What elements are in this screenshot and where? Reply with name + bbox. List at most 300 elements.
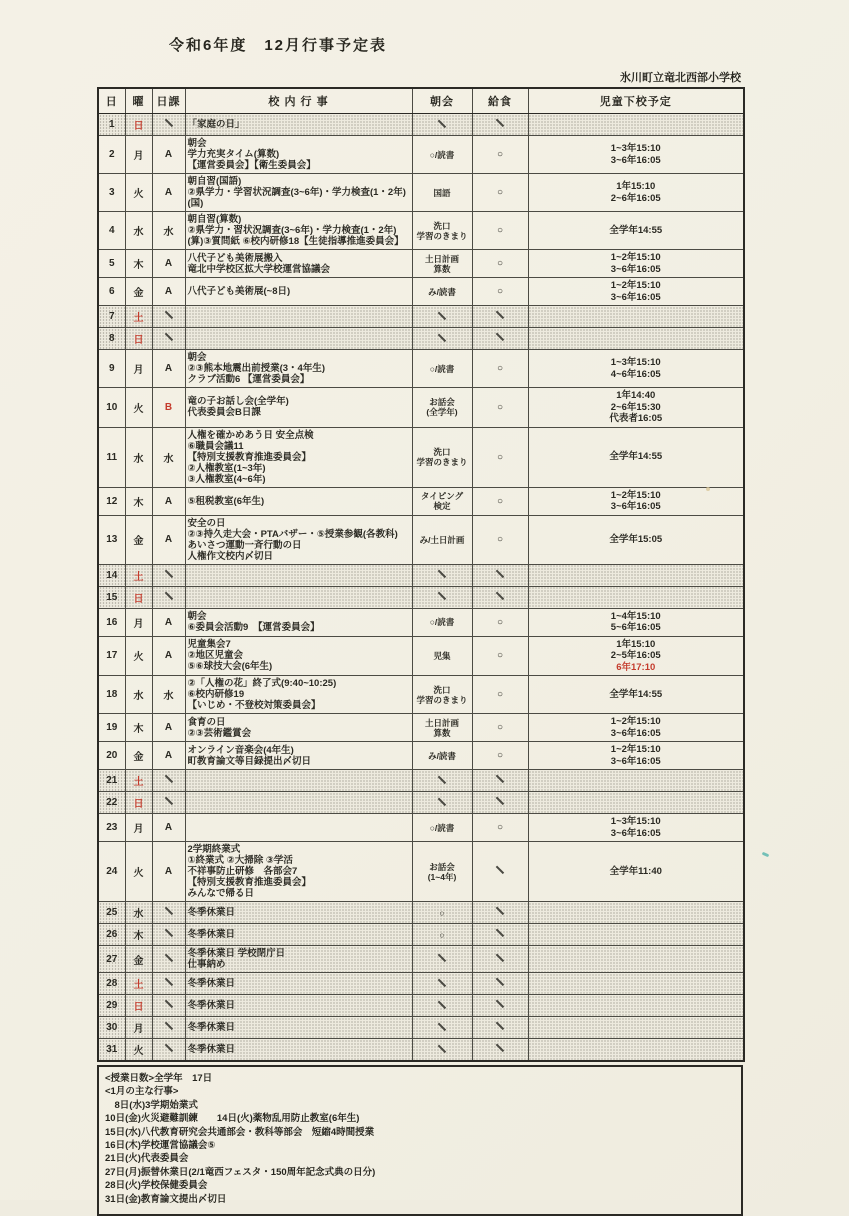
events-cell <box>185 1039 412 1062</box>
weekday-cell: 火 <box>125 1039 152 1062</box>
lunch-cell: ○ <box>472 814 528 842</box>
note-line: 28日(火)学校保健委員会 <box>105 1180 208 1192</box>
slash-mark <box>496 953 504 961</box>
lunch-cell: ○ <box>472 515 528 564</box>
schedule-code-cell <box>152 328 185 350</box>
table-row <box>98 212 744 250</box>
lunch-cell: ○ <box>472 742 528 770</box>
schedule-code-cell: A <box>152 487 185 515</box>
lunch-line <box>475 795 526 810</box>
events-cell <box>185 946 412 973</box>
schedule-code-line <box>155 976 183 991</box>
table-row <box>98 676 744 714</box>
morning-line: 学習のきまり <box>416 230 468 241</box>
table-header-cell: 日課 <box>152 88 185 114</box>
lunch-cell: ○ <box>472 676 528 714</box>
event-line: 人権を確かめあう日 安全点検 <box>187 429 314 441</box>
events-cell <box>185 792 412 814</box>
dismissal-line: 2~5年16:05 <box>610 650 661 661</box>
event-line: ②「人権の花」終了式(9:40~10:25) <box>187 678 337 689</box>
dismissal-cell <box>528 842 744 902</box>
dismissal-line: 1~2年15:10 <box>610 744 661 755</box>
dismissal-cell <box>528 586 744 608</box>
morning-assembly-cell <box>412 814 472 842</box>
event-line: 冬季休業日 <box>187 907 236 918</box>
schedule-code-line <box>155 590 183 605</box>
morning-assembly-cell <box>412 902 472 924</box>
morning-line <box>415 118 470 132</box>
lunch-cell: ○ <box>472 427 528 487</box>
dismissal-cell <box>528 924 744 946</box>
table-row <box>98 995 744 1017</box>
table-row <box>98 350 744 388</box>
scan-speck <box>706 487 710 491</box>
lunch-cell <box>472 564 528 586</box>
schedule-code-line <box>155 1042 183 1057</box>
schedule-code-cell: A <box>152 814 185 842</box>
event-line: 八代子ども美術展搬入 <box>187 252 283 264</box>
note-line: 16日(木)学校運営協議会⑤ <box>105 1140 216 1152</box>
weekday-cell: 土 <box>125 564 152 586</box>
table-row <box>98 586 744 608</box>
morning-assembly-cell <box>412 608 472 636</box>
lunch-line <box>475 998 526 1013</box>
schedule-code-cell: A <box>152 350 185 388</box>
dismissal-line: 1~2年15:10 <box>610 489 661 501</box>
day-cell: 27 <box>98 946 125 973</box>
morning-assembly-cell <box>412 1039 472 1062</box>
table-header-cell: 日 <box>98 88 125 114</box>
event-line: クラブ活動6 【運営委員会】 <box>187 374 310 385</box>
dismissal-cell <box>528 714 744 742</box>
morning-line <box>415 774 470 788</box>
morning-assembly-cell <box>412 792 472 814</box>
weekday-cell: 木 <box>125 924 152 946</box>
dismissal-cell <box>528 350 744 388</box>
lunch-cell <box>472 995 528 1017</box>
events-cell <box>185 136 412 174</box>
schedule-code-line <box>155 998 183 1013</box>
morning-assembly-cell <box>412 714 472 742</box>
table-row <box>98 306 744 328</box>
day-cell: 1 <box>98 114 125 136</box>
lunch-cell: ○ <box>472 174 528 212</box>
lunch-line <box>475 976 526 991</box>
event-line: 仕事納め <box>187 959 226 970</box>
slash-mark <box>496 797 504 805</box>
morning-line <box>415 977 470 991</box>
morning-assembly-cell <box>412 114 472 136</box>
schedule-code-cell: 水 <box>152 427 185 487</box>
schedule-code-line <box>155 309 183 324</box>
weekday-cell: 月 <box>125 350 152 388</box>
event-line: ⑥委員会活動9 【運営委員会】 <box>187 622 320 633</box>
table-row <box>98 714 744 742</box>
event-line: 冬季休業日 <box>187 978 236 989</box>
slash-mark <box>164 978 172 986</box>
morning-assembly-cell <box>412 946 472 973</box>
dismissal-line: 6年17:10 <box>616 661 656 673</box>
lunch-line <box>475 927 526 942</box>
table-row <box>98 902 744 924</box>
schedule-code-cell: 水 <box>152 212 185 250</box>
table-header <box>98 88 744 114</box>
dismissal-cell <box>528 814 744 842</box>
schedule-code-cell <box>152 1039 185 1062</box>
dismissal-line: 1~2年15:10 <box>610 252 661 263</box>
day-cell: 29 <box>98 995 125 1017</box>
schedule-code-line <box>155 773 183 788</box>
dismissal-cell <box>528 742 744 770</box>
table-row <box>98 515 744 564</box>
schedule-code-line <box>155 331 183 346</box>
event-line: ②県学力・学習状況調査(3~6年)・学力検査(1・2年)(国) <box>187 187 406 209</box>
event-line: 冬季休業日 学校閉庁日 <box>187 948 286 959</box>
dismissal-line: 4~6年16:05 <box>610 368 661 380</box>
dismissal-cell <box>528 328 744 350</box>
day-cell: 15 <box>98 586 125 608</box>
table-header-cell: 給食 <box>472 88 528 114</box>
dismissal-line: 3~6年16:05 <box>610 827 661 839</box>
morning-line: ○ <box>439 929 445 940</box>
weekday-cell: 金 <box>125 278 152 306</box>
event-line: 朝会 <box>187 352 207 363</box>
event-line: 2学期終業式 <box>187 844 241 855</box>
table-row <box>98 924 744 946</box>
slash-mark <box>438 333 446 341</box>
dismissal-line: 3~6年16:05 <box>610 727 661 739</box>
weekday-cell: 金 <box>125 946 152 973</box>
weekday-cell: 日 <box>125 995 152 1017</box>
day-cell: 23 <box>98 814 125 842</box>
morning-line: 土日計画 <box>424 253 459 264</box>
school-name: 氷川町立竜北西部小学校 <box>620 72 741 84</box>
day-cell: 25 <box>98 902 125 924</box>
lunch-line <box>475 331 526 346</box>
slash-mark <box>496 119 504 127</box>
dismissal-line: 5~6年16:05 <box>610 622 661 633</box>
morning-line: 土日計画 <box>424 717 459 728</box>
dismissal-cell <box>528 114 744 136</box>
slash-mark <box>438 797 446 805</box>
weekday-cell: 火 <box>125 636 152 676</box>
day-cell: 16 <box>98 608 125 636</box>
day-cell: 20 <box>98 742 125 770</box>
day-cell: 17 <box>98 636 125 676</box>
slash-mark <box>438 1000 446 1008</box>
morning-assembly-cell <box>412 742 472 770</box>
dismissal-cell <box>528 306 744 328</box>
dismissal-line: 1年15:10 <box>616 638 656 650</box>
schedule-code-line <box>155 1020 183 1035</box>
morning-line: ○/読書 <box>429 617 455 627</box>
event-line: 冬季休業日 <box>187 1000 236 1011</box>
dismissal-cell <box>528 973 744 995</box>
morning-line: 算数 <box>433 727 451 738</box>
morning-line: 検定 <box>433 501 451 511</box>
dismissal-cell <box>528 564 744 586</box>
slash-mark <box>438 570 446 578</box>
table-header-cell: 曜 <box>125 88 152 114</box>
morning-line <box>415 952 470 966</box>
morning-line <box>415 1043 470 1057</box>
dismissal-line: 1年14:40 <box>616 390 656 401</box>
events-cell <box>185 328 412 350</box>
table-row <box>98 636 744 676</box>
morning-assembly-cell <box>412 306 472 328</box>
morning-assembly-cell <box>412 212 472 250</box>
table-row <box>98 328 744 350</box>
table-row <box>98 278 744 306</box>
dismissal-line: 3~6年16:05 <box>610 291 661 303</box>
dismissal-cell <box>528 946 744 973</box>
slash-mark <box>164 929 172 937</box>
event-line: 不祥事防止研修 各部会7 <box>187 866 298 877</box>
table-header-cell: 校 内 行 事 <box>185 88 412 114</box>
month-title: 令和6年度 12月行事予定表 <box>169 37 388 54</box>
morning-assembly-cell <box>412 350 472 388</box>
lunch-cell <box>472 328 528 350</box>
dismissal-line: 全学年14:55 <box>609 688 663 700</box>
lunch-cell <box>472 924 528 946</box>
slash-mark <box>438 311 446 319</box>
weekday-cell: 月 <box>125 1017 152 1039</box>
table-row <box>98 487 744 515</box>
lunch-line <box>475 1020 526 1035</box>
events-cell <box>185 1017 412 1039</box>
dismissal-cell <box>528 1039 744 1062</box>
lunch-cell <box>472 586 528 608</box>
morning-line <box>415 999 470 1013</box>
lunch-cell <box>472 114 528 136</box>
event-line: 児童集会7 <box>187 639 231 651</box>
schedule-code-line <box>155 568 183 583</box>
slash-mark <box>438 775 446 783</box>
dismissal-cell <box>528 136 744 174</box>
event-line: ②県学力・習状況調査(3~6年)・学力検査(1・2年)(算)③質問紙 ⑥校内研修18【生徒指導推進委員会】 <box>187 225 404 247</box>
morning-line: 洗口 <box>433 447 451 457</box>
table-header-row <box>98 88 744 114</box>
table-row <box>98 114 744 136</box>
table-row <box>98 946 744 973</box>
weekday-cell: 日 <box>125 328 152 350</box>
notes-box <box>97 1065 743 1216</box>
events-cell <box>185 250 412 278</box>
morning-line: ○/読書 <box>429 822 455 833</box>
morning-line <box>415 796 470 810</box>
table-row <box>98 427 744 487</box>
day-cell: 21 <box>98 770 125 792</box>
weekday-cell: 月 <box>125 136 152 174</box>
table-row <box>98 136 744 174</box>
schedule-code-cell <box>152 114 185 136</box>
morning-line: み/読書 <box>428 750 456 761</box>
morning-line: お話会 <box>429 861 455 872</box>
lunch-cell: ○ <box>472 636 528 676</box>
slash-mark <box>496 775 504 783</box>
lunch-cell: ○ <box>472 388 528 428</box>
event-line: 冬季休業日 <box>187 929 236 940</box>
weekday-cell: 金 <box>125 742 152 770</box>
schedule-code-line <box>155 905 183 920</box>
slash-mark <box>438 1044 446 1052</box>
dismissal-cell <box>528 174 744 212</box>
events-cell <box>185 174 412 212</box>
note-line: <授業日数>全学年 17日 <box>105 1073 213 1084</box>
morning-line: タイピング <box>420 491 464 501</box>
event-line: 朝自習(国語) <box>187 176 242 187</box>
lunch-cell <box>472 842 528 902</box>
slash-mark <box>496 1022 504 1030</box>
schedule-sheet <box>97 34 743 1216</box>
dismissal-cell <box>528 608 744 636</box>
event-line: 朝会 <box>187 611 207 622</box>
slash-mark <box>164 591 172 599</box>
event-line: 「家庭の日」 <box>187 119 245 130</box>
day-cell: 28 <box>98 973 125 995</box>
slash-mark <box>164 1044 172 1052</box>
note-line: 8日(水)3学期始業式 <box>105 1099 198 1111</box>
morning-line: み/土日計画 <box>419 534 465 545</box>
slash-mark <box>164 119 172 127</box>
day-cell: 8 <box>98 328 125 350</box>
morning-assembly-cell <box>412 676 472 714</box>
table-row <box>98 1017 744 1039</box>
event-line: 【特別支援教育推進委員会】 <box>187 877 312 888</box>
lunch-cell <box>472 792 528 814</box>
day-cell: 18 <box>98 676 125 714</box>
events-cell <box>185 842 412 902</box>
event-line: ②地区児童会 <box>187 650 244 662</box>
weekday-cell: 火 <box>125 842 152 902</box>
events-cell <box>185 714 412 742</box>
slash-mark <box>438 954 446 962</box>
events-cell <box>185 742 412 770</box>
weekday-cell: 木 <box>125 487 152 515</box>
dismissal-cell <box>528 278 744 306</box>
lunch-line <box>475 905 526 920</box>
events-cell <box>185 306 412 328</box>
slash-mark <box>496 569 504 577</box>
schedule-code-cell <box>152 1017 185 1039</box>
dismissal-line: 1~3年15:10 <box>610 357 661 368</box>
weekday-cell: 土 <box>125 973 152 995</box>
lunch-cell: ○ <box>472 250 528 278</box>
dismissal-line: 3~6年16:05 <box>610 263 661 275</box>
table-header-cell: 朝会 <box>412 88 472 114</box>
lunch-line <box>475 117 526 132</box>
event-line: 安全の日 <box>187 517 226 529</box>
lunch-line <box>475 952 526 967</box>
event-line: 朝会 <box>187 138 207 149</box>
note-line: 27日(月)振替休業日(2/1竜西フェスタ・150周年記念式典の日分) <box>105 1166 376 1178</box>
day-cell: 5 <box>98 250 125 278</box>
lunch-line <box>475 1042 526 1057</box>
schedule-code-cell <box>152 792 185 814</box>
events-cell <box>185 770 412 792</box>
table-row <box>98 250 744 278</box>
morning-line: 児集 <box>433 650 451 661</box>
schedule-code-cell <box>152 770 185 792</box>
day-cell: 4 <box>98 212 125 250</box>
slash-mark <box>164 907 172 915</box>
morning-line <box>415 1021 470 1035</box>
event-line: ②人権教室(1~3年) <box>187 462 266 474</box>
slash-mark <box>496 1000 504 1008</box>
day-cell: 7 <box>98 306 125 328</box>
day-cell: 12 <box>98 487 125 515</box>
morning-line: 学習のきまり <box>416 457 468 467</box>
event-line: 竜北中学校区拡大学校運営協議会 <box>187 263 331 275</box>
scan-speck <box>762 852 770 858</box>
events-cell <box>185 586 412 608</box>
event-line: ②③持久走大会・PTAバザー・⑤授業参観(各教科) <box>187 528 398 540</box>
day-cell: 9 <box>98 350 125 388</box>
slash-mark <box>438 1022 446 1030</box>
weekday-cell: 水 <box>125 676 152 714</box>
event-line: 冬季休業日 <box>187 1044 236 1055</box>
morning-assembly-cell <box>412 995 472 1017</box>
schedule-code-cell <box>152 586 185 608</box>
dismissal-line: 1~3年15:10 <box>610 816 661 827</box>
morning-assembly-cell <box>412 586 472 608</box>
dismissal-cell <box>528 388 744 428</box>
events-cell <box>185 515 412 564</box>
event-line: ⑥校内研修19 <box>187 689 245 700</box>
lunch-line <box>475 864 526 879</box>
morning-line <box>415 310 470 324</box>
event-line: 【特別支援教育推進委員会】 <box>187 451 312 463</box>
event-line: 学力充実タイム(算数) <box>187 149 280 160</box>
slash-mark <box>496 866 504 874</box>
slash-mark <box>438 119 446 127</box>
schedule-code-cell <box>152 924 185 946</box>
lunch-cell: ○ <box>472 136 528 174</box>
event-line: 八代子ども美術展(~8日) <box>187 286 291 297</box>
table-row <box>98 388 744 428</box>
lunch-line <box>475 590 526 605</box>
morning-assembly-cell <box>412 136 472 174</box>
event-line: ⑤租税教室(6年生) <box>187 495 265 507</box>
events-cell <box>185 564 412 586</box>
lunch-cell <box>472 770 528 792</box>
weekday-cell: 木 <box>125 250 152 278</box>
weekday-cell: 日 <box>125 114 152 136</box>
events-cell <box>185 995 412 1017</box>
table-row <box>98 1039 744 1062</box>
schedule-code-cell: A <box>152 714 185 742</box>
events-cell <box>185 814 412 842</box>
lunch-cell: ○ <box>472 487 528 515</box>
dismissal-cell <box>528 250 744 278</box>
event-line: 竜の子お話し会(全学年) <box>187 396 289 408</box>
day-cell: 6 <box>98 278 125 306</box>
day-cell: 26 <box>98 924 125 946</box>
lunch-cell <box>472 1017 528 1039</box>
event-line: 人権作文校内〆切日 <box>187 550 274 562</box>
table-row <box>98 973 744 995</box>
morning-line <box>415 332 470 346</box>
morning-line: 国語 <box>433 187 451 198</box>
lunch-cell: ○ <box>472 212 528 250</box>
dismissal-line: 1~3年15:10 <box>610 143 661 154</box>
events-cell <box>185 278 412 306</box>
dismissal-line: 全学年14:55 <box>609 224 663 236</box>
morning-assembly-cell <box>412 487 472 515</box>
lunch-line <box>475 568 526 583</box>
day-cell: 19 <box>98 714 125 742</box>
event-line: ⑥職員会議11 <box>187 440 244 452</box>
